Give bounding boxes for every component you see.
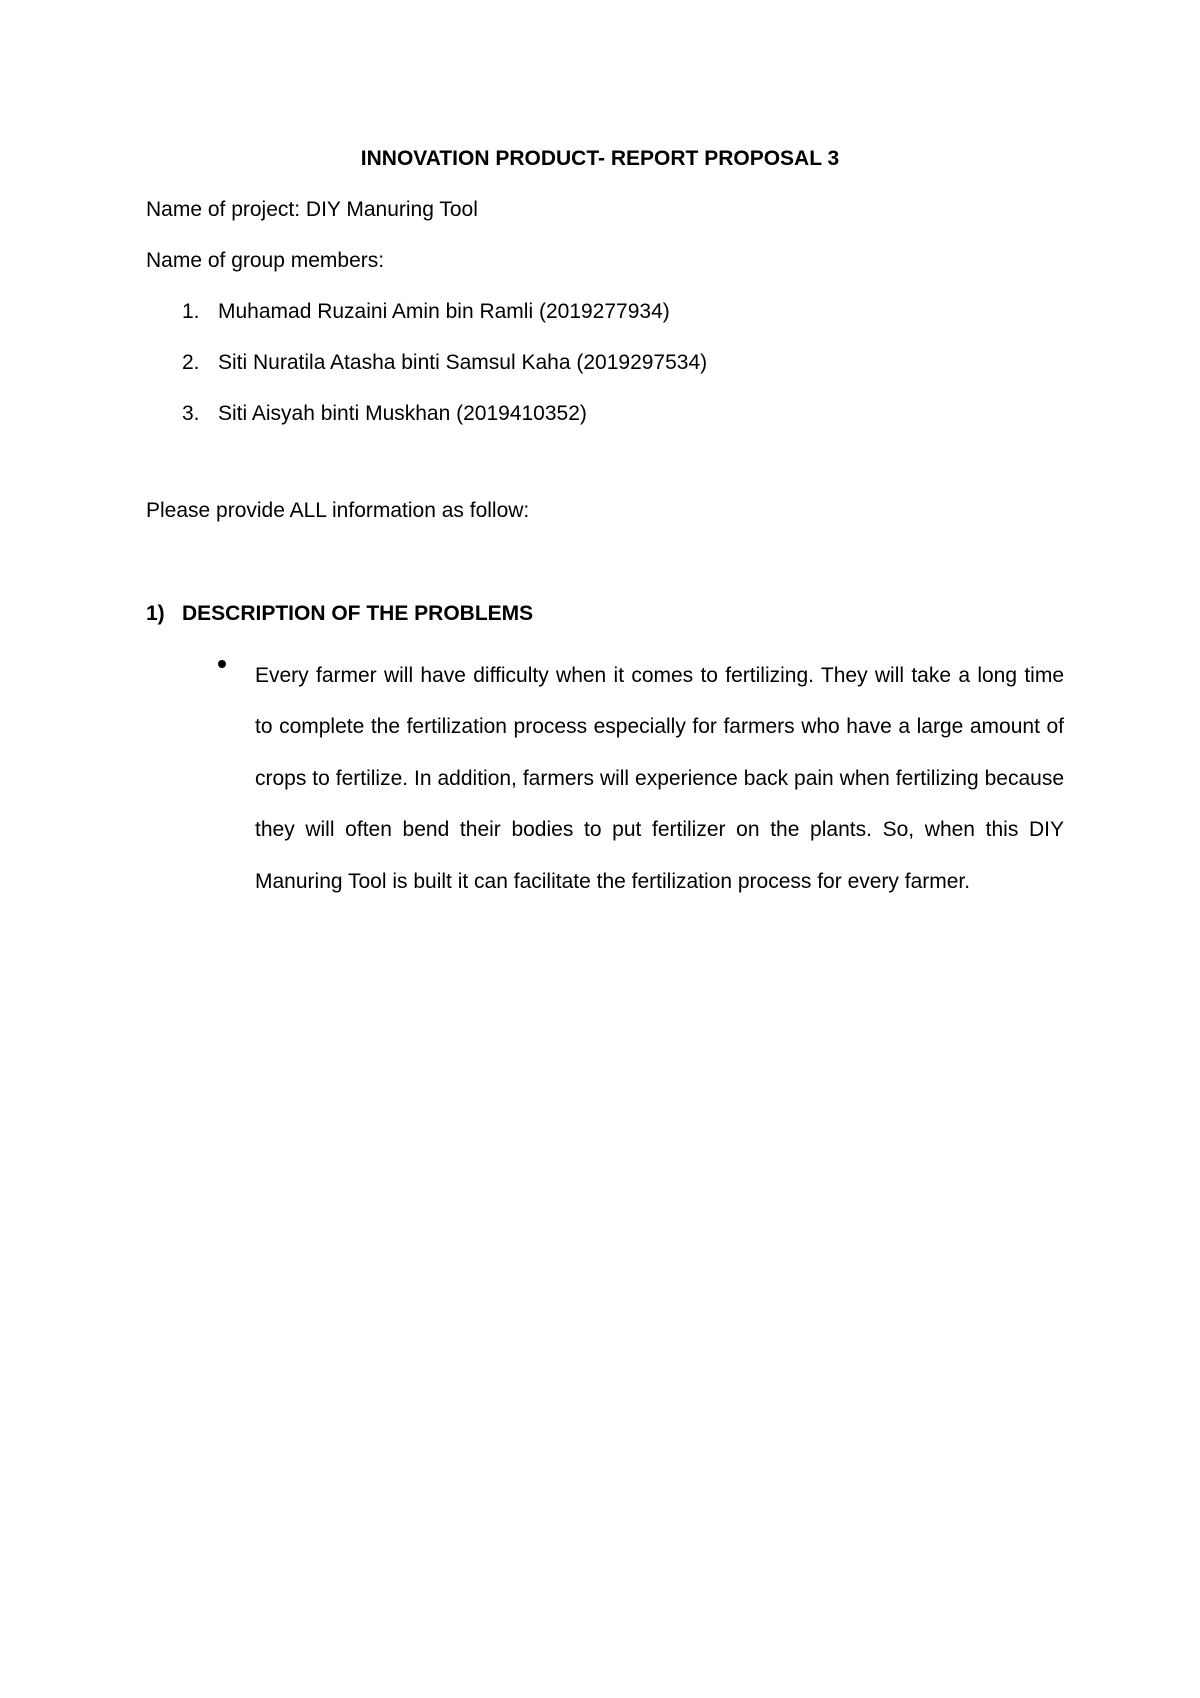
section-title: DESCRIPTION OF THE PROBLEMS <box>182 602 534 625</box>
member-name: Siti Aisyah binti Muskhan (2019410352) <box>218 402 587 425</box>
document-title: INNOVATION PRODUCT- REPORT PROPOSAL 3 <box>360 147 840 170</box>
member-list-item <box>182 299 670 325</box>
project-name-line: Name of project: DIY Manuring Tool <box>146 198 478 221</box>
list-number: 2. <box>182 351 200 374</box>
member-list-item <box>182 350 707 376</box>
list-number: 3. <box>182 402 200 425</box>
section-heading <box>146 601 533 627</box>
bullet-icon <box>218 660 226 668</box>
instruction-line: Please provide ALL information as follow: <box>146 499 530 522</box>
member-name: Siti Nuratila Atasha binti Samsul Kaha (2019297534) <box>218 351 708 374</box>
list-number: 1. <box>182 300 200 323</box>
bullet-paragraph: Every farmer will have difficulty when it comes to fertilizing. They will take a long time to complete the fertilization process especially for farmers who have a large amount of crops to fertilize. In addition, farmers will experience back pain when fertilizing because they will often bend their bodies to put fertilizer on the plants. So, when this DIY Manuring Tool is built it can facilitate the fertilization process for every farmer. <box>255 664 1064 893</box>
member-name: Muhamad Ruzaini Amin bin Ramli (2019277934) <box>218 300 670 323</box>
section-number: 1) <box>146 602 165 625</box>
member-list-item <box>182 401 587 427</box>
group-members-label: Name of group members: <box>146 249 385 272</box>
